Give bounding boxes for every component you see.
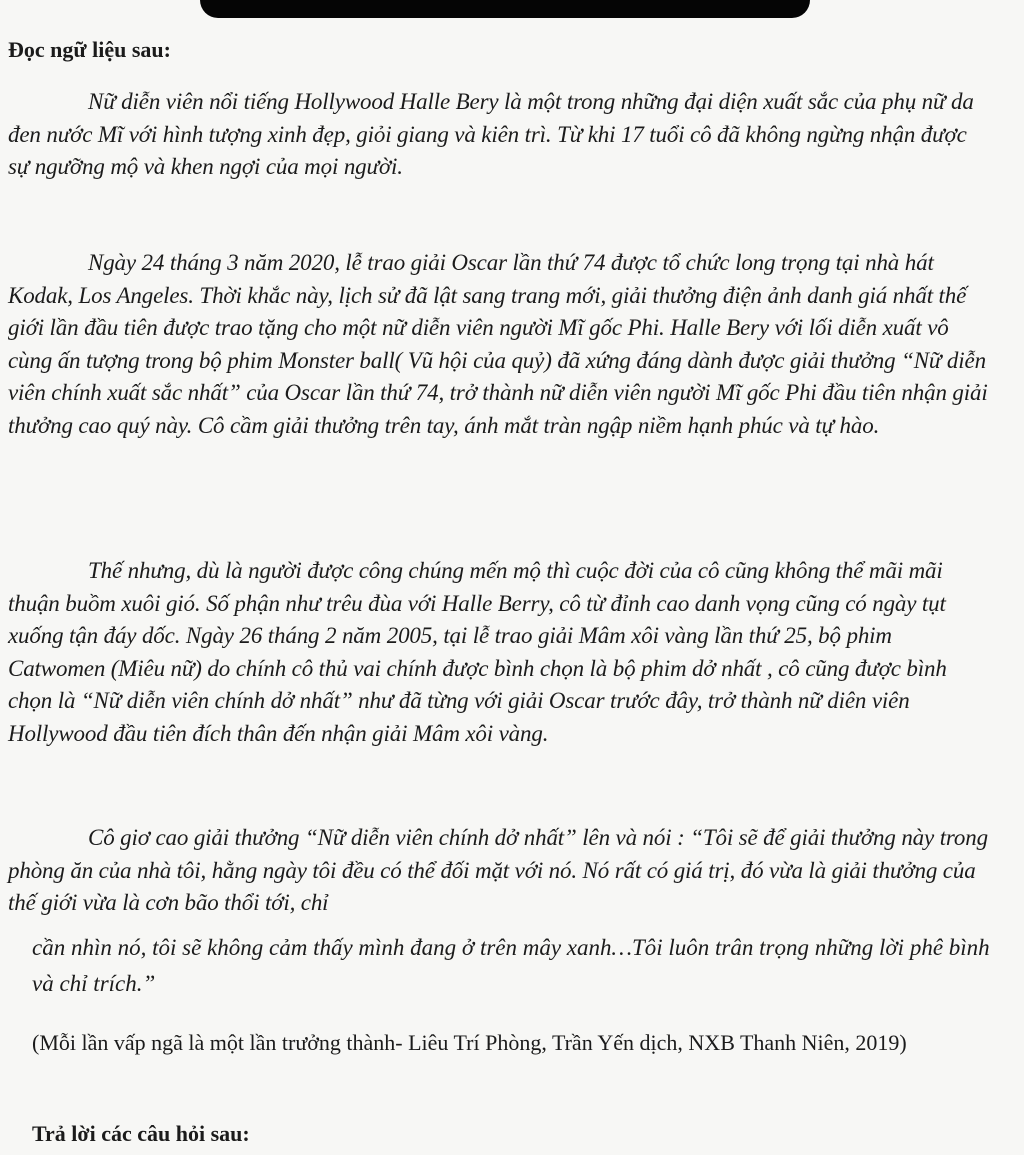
paragraph-2-text: Ngày 24 tháng 3 năm 2020, lễ trao giải Oscar lần thứ 74 được tổ chức long trọng tại nhà hát Kodak, Los Angeles. Thời khắc này, lịch sử đã lật sang trang mới, giải thưởng điện ảnh danh giá nhất thế giới lần đầu tiên được trao tặng cho một nữ diễn viên người Mĩ gốc Phi. Halle Bery với lối diễn xuất vô cùng ấn tượng trong bộ phim Monster ball( Vũ hội của quỷ) đã xứng đáng dành được giải thưởng “Nữ diễn viên chính xuất sắc nhất” của Oscar lần thứ 74, trở thành nữ diễn viên người Mĩ gốc Phi đầu tiên nhận giải thưởng cao quý này. Cô cầm giải thưởng trên tay, ánh mắt tràn ngập niềm hạnh phúc và tự hào. (8, 250, 988, 438)
paragraph-4-text: Cô giơ cao giải thưởng “Nữ diễn viên chính dở nhất” lên và nói : “Tôi sẽ để giải thưởng này trong phòng ăn của nhà tôi, hằng ngày tôi đều có thể đối mặt với nó. Nó rất có giá trị, đó vừa là giải thưởng của thế giới vừa là cơn bão thổi tới, chỉ (8, 825, 988, 915)
paragraph-1-text: Nữ diễn viên nổi tiếng Hollywood Halle Bery là một trong những đại diện xuất sắc của phụ nữ da đen nước Mĩ với hình tượng xinh đẹp, giỏi giang và kiên trì. Từ khi 17 tuổi cô đã không ngừng nhận được sự ngưỡng mộ và khen ngợi của mọi người. (8, 89, 974, 179)
paragraph-1 (8, 86, 993, 184)
paragraph-4-tail: cần nhìn nó, tôi sẽ không cảm thấy mình đang ở trên mây xanh…Tôi luôn trân trọng những lời phê bình và chỉ trích.” (32, 935, 990, 996)
paragraph-2 (8, 247, 993, 442)
document-heading: Đọc ngữ liệu sau: (8, 37, 171, 62)
top-black-bar (200, 0, 810, 18)
paragraph-4 (8, 822, 993, 920)
source-citation: (Mỗi lần vấp ngã là một lần trưởng thành- Liêu Trí Phòng, Trần Yến dịch, NXB Thanh Niên, 2019) (32, 1030, 907, 1055)
paragraph-3 (8, 555, 993, 750)
paragraph-3-text: Thế nhưng, dù là người được công chúng mến mộ thì cuộc đời của cô cũng không thể mãi mãi thuận buồm xuôi gió. Số phận như trêu đùa với Halle Berry, cô từ đỉnh cao danh vọng cũng có ngày tụt xuống tận đáy dốc. Ngày 26 tháng 2 năm 2005, tại lễ trao giải Mâm xôi vàng lần thứ 25, bộ phim Catwomen (Miêu nữ) do chính cô thủ vai chính được bình chọn là bộ phim dở nhất , cô cũng được bình chọn là “Nữ diễn viên chính dở nhất” như đã từng với giải Oscar trước đây, trở thành nữ diên viên Hollywood đầu tiên đích thân đến nhận giải Mâm xôi vàng. (8, 558, 947, 746)
question-heading: Trả lời các câu hỏi sau: (32, 1121, 250, 1146)
